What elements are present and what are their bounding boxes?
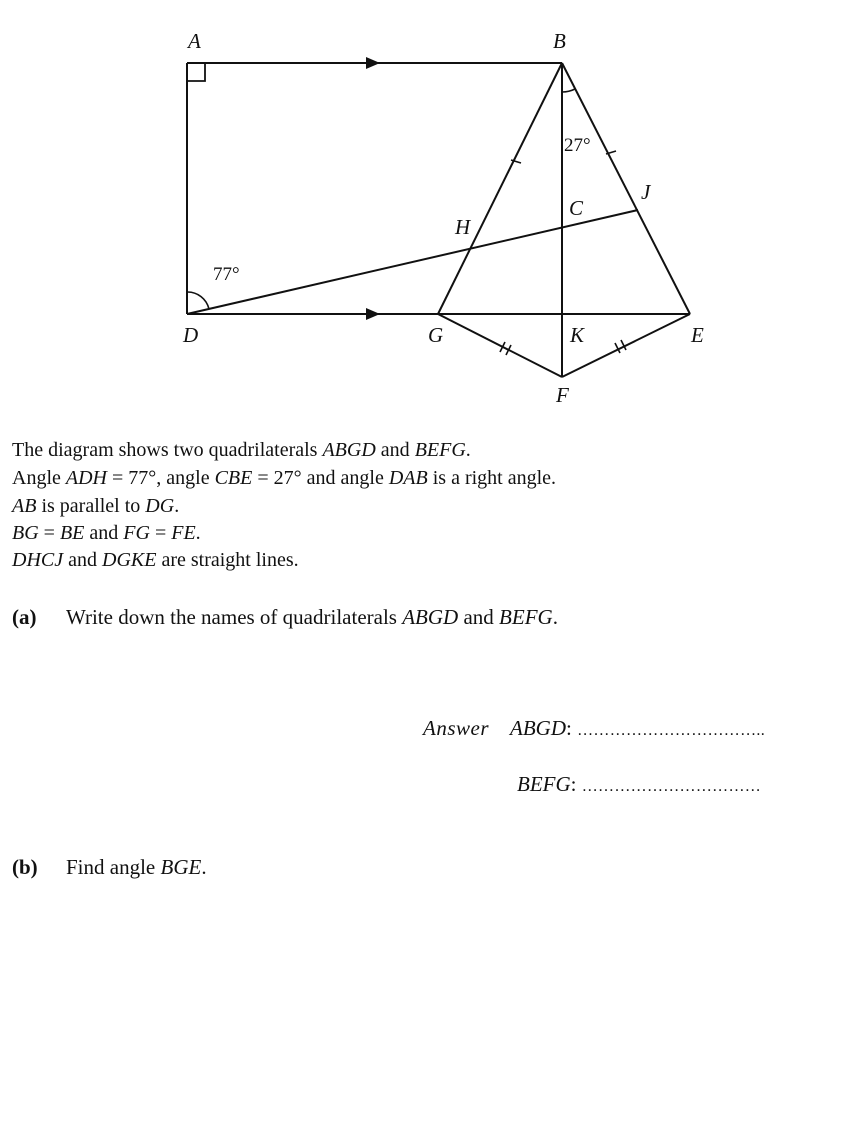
parallel-arrow-ab (366, 57, 380, 69)
line-dj (187, 210, 638, 314)
parallel-arrow-dg (366, 308, 380, 320)
answer-abgd-field[interactable]: …………………………….. (577, 722, 765, 739)
angle-label-cbe: 27° (564, 135, 591, 156)
question-b: (b) Find angle BGE. (12, 855, 207, 879)
answer-abgd-line: Answer ABGD: …………………………….. (423, 716, 765, 740)
label-a: A (188, 29, 201, 53)
label-b: B (553, 29, 566, 53)
question-a-number: (a) (12, 605, 37, 629)
line-bg (438, 63, 562, 314)
angle-label-adh: 77° (213, 264, 240, 285)
statement-line-4: BG = BE and FG = FE. (12, 522, 201, 544)
label-j: J (641, 180, 651, 204)
line-be (562, 63, 690, 314)
angle-arc-d (187, 292, 209, 309)
answer-tag: Answer (423, 716, 489, 740)
label-d: D (183, 323, 199, 347)
statement-line-3: AB is parallel to DG. (12, 495, 180, 517)
right-angle-mark (187, 63, 205, 81)
statement-line-5: DHCJ and DGKE are straight lines. (12, 549, 299, 571)
label-g: G (428, 323, 444, 347)
answer-befg-field[interactable]: …………………………… (581, 778, 762, 795)
angle-arc-b (562, 89, 575, 92)
statement-line-2: Angle ADH = 77°, angle CBE = 27° and angle DAB is a right angle. (12, 467, 557, 489)
answer-befg-line: BEFG: …………………………… (517, 772, 762, 796)
question-b-number: (b) (12, 855, 38, 879)
line-gf (438, 314, 562, 377)
label-e: E (691, 323, 704, 347)
statement-line-1: The diagram shows two quadrilaterals ABGD and BEFG. (12, 439, 471, 461)
label-c: C (569, 196, 584, 220)
label-f: F (556, 383, 569, 407)
label-h: H (455, 215, 471, 239)
label-k: K (570, 323, 585, 347)
geometry-diagram (0, 0, 868, 420)
question-a: (a) Write down the names of quadrilaterals ABGD and BEFG. (12, 605, 558, 629)
